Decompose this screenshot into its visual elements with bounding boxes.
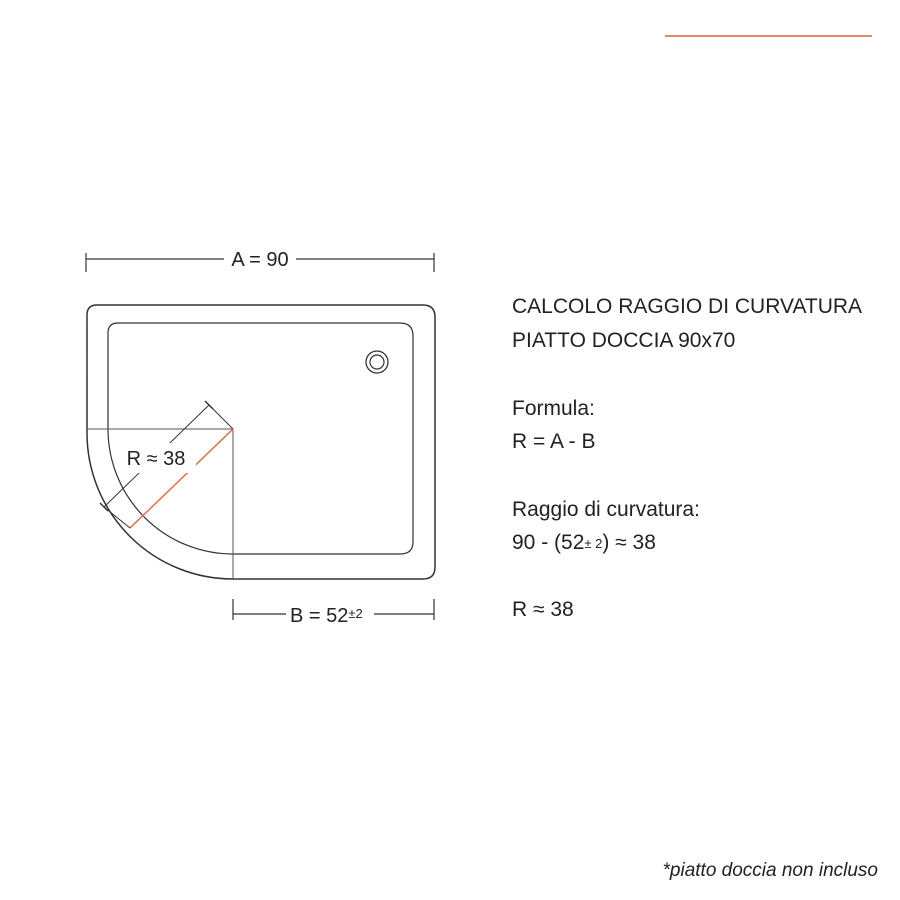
dimension-r-label: R ≈ 38	[126, 448, 186, 470]
drain-icon	[366, 351, 388, 373]
info-title-line2: PIATTO DOCCIA 90x70	[512, 329, 736, 352]
footnote: *piatto doccia non incluso	[662, 860, 878, 881]
formula-text: R = A - B	[512, 430, 596, 453]
tray-outer-outline	[87, 305, 435, 579]
dimension-a	[86, 249, 434, 272]
info-title-line1: CALCOLO RAGGIO DI CURVATURA	[512, 295, 863, 318]
dimension-r	[100, 401, 233, 528]
raggio-label: Raggio di curvatura:	[512, 498, 700, 521]
raggio-calculation: $90 - (52^{\pm 2}) \approx 38$	[512, 531, 656, 554]
dimension-b	[233, 599, 434, 627]
formula-label: Formula:	[512, 397, 595, 420]
dimension-a-label: A = 90	[231, 249, 289, 271]
dimension-b-label: $B = 52^{\pm 2}$	[290, 605, 363, 627]
result-text: R ≈ 38	[512, 598, 574, 621]
